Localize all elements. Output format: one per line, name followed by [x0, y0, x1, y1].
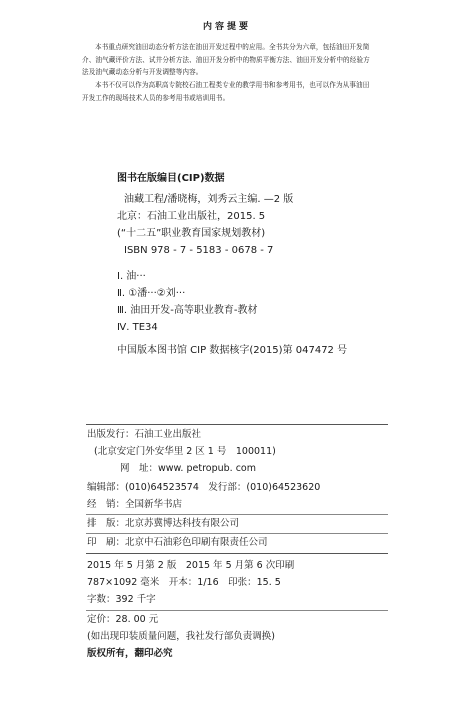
- website-line: 网 址：www. petropub. com: [120, 463, 256, 474]
- summary-paragraph-2: 本书不仅可以作为高职高专院校石油工程类专业的教学用书和参考用书，也可以作为从事油田开发工作的现场技术人员的参考用书或培训用书。: [82, 81, 370, 102]
- cip-subject-1: Ⅰ. 油···: [117, 271, 146, 282]
- format-line: 787×1092 毫米 开本：1/16 印张：15. 5: [87, 577, 281, 588]
- address-line: (北京安定门外安华里 2 区 1 号 100011): [94, 446, 276, 457]
- distributor-line: 经 销：全国新华书店: [87, 499, 183, 510]
- divider-before-price: [86, 610, 388, 611]
- price-line: 定价：28. 00 元: [87, 614, 159, 625]
- cip-subject-4: Ⅳ. TE34: [117, 322, 158, 333]
- cip-record-line: 中国版本图书馆 CIP 数据核字(2015)第 047472 号: [117, 345, 348, 356]
- divider-top: [86, 424, 388, 425]
- cip-title-line: 油藏工程/潘晓梅，刘秀云主编. —2 版: [124, 194, 294, 205]
- divider-after-printing: [86, 553, 388, 554]
- publisher-line: 出版发行：石油工业出版社: [87, 429, 202, 440]
- cip-subject-2: Ⅱ. ①潘···②刘···: [117, 288, 186, 299]
- cip-series-line: (“十二五”职业教育国家规划教材): [117, 228, 266, 239]
- typesetting-line: 排 版：北京苏冀博达科技有限公司: [87, 518, 240, 529]
- edition-line: 2015 年 5 月第 2 版 2015 年 5 月第 6 次印刷: [87, 560, 295, 571]
- cip-isbn-line: ISBN 978 - 7 - 5183 - 0678 - 7: [124, 245, 274, 256]
- cip-subject-3: Ⅲ. 油田开发-高等职业教育-教材: [117, 305, 258, 316]
- cip-heading: 图书在版编目(CIP)数据: [117, 173, 225, 184]
- phone-line: 编辑部：(010)64523574 发行部：(010)64523620: [87, 482, 321, 493]
- return-notice-line: (如出现印装质量问题，我社发行部负责调换): [87, 631, 275, 642]
- wordcount-line: 字数：392 千字: [87, 594, 156, 605]
- divider-after-distributor: [86, 514, 388, 515]
- summary-paragraph-1: 本书重点研究油田动态分析方法在油田开发过程中的应用。全书共分为六章，包括油田开发简介、油气藏评价方法、试井分析方法、油田开发分析中的物质平衡方法、油田开发分析中的经验方法及油气藏动态分析与开发调整等内容。: [82, 43, 370, 76]
- summary-title: 内容提要: [202, 22, 251, 32]
- cip-publisher-line: 北京：石油工业出版社，2015. 5: [117, 211, 266, 222]
- printing-line: 印 刷：北京中石油彩色印刷有限责任公司: [87, 537, 268, 548]
- divider-after-typesetting: [86, 533, 388, 534]
- copyright-line: 版权所有，翻印必究: [87, 648, 173, 659]
